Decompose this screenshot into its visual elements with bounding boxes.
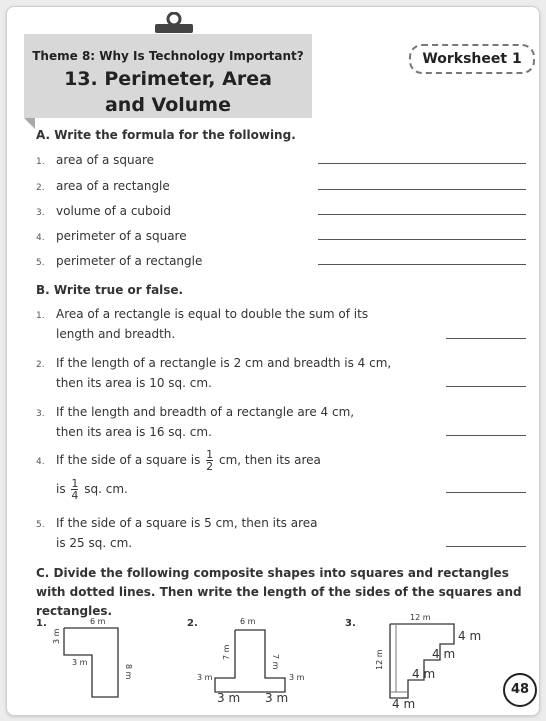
answer-line-b5[interactable]	[446, 546, 526, 547]
title-line-2: and Volume	[104, 94, 231, 116]
fig2-label-bottom-left: 3 m	[217, 691, 241, 704]
figure-1-l-shape	[50, 612, 140, 702]
answer-line-a5[interactable]	[318, 264, 526, 265]
figure-2-t-shape	[195, 612, 315, 704]
a-item-3: 3. volume of a cuboid	[36, 204, 171, 218]
answer-line-a3[interactable]	[318, 214, 526, 215]
fraction-one-half: $\frac{1}{2}$	[206, 448, 214, 473]
answer-line-a1[interactable]	[318, 163, 526, 164]
fig3-label-step1: 4 m	[458, 629, 482, 643]
answer-line-b4[interactable]	[446, 492, 526, 493]
answer-line-a4[interactable]	[318, 239, 526, 240]
a-item-1: 1. area of a square	[36, 153, 155, 167]
section-c-heading: C. Divide the following composite shapes into squares and rectangles with dotted lines. Then write the length of the sides of the squares and rectangles.	[36, 566, 522, 618]
fig2-label-bottom-right: 3 m	[265, 691, 289, 704]
b-item-2-line2: then its area is 10 sq. cm.	[56, 376, 212, 390]
page-number: 48	[503, 673, 537, 707]
fig3-label-top: 12 m	[410, 613, 431, 622]
b-item-1: 1. Area of a rectangle is equal to double the sum of its	[36, 307, 369, 321]
fig2-label-left: 7 m	[222, 644, 231, 660]
fraction-one-quarter: $\frac{1}{4}$	[71, 477, 79, 502]
answer-line-a2[interactable]	[318, 189, 526, 190]
b-item-5: 5. If the side of a square is 5 cm, then its area	[36, 516, 318, 530]
figure-3-number: 3.	[345, 618, 356, 629]
a-item-2: 2. area of a rectangle	[36, 179, 170, 193]
figure-3-staircase-shape	[368, 608, 498, 708]
b-item-3-line2: then its area is 16 sq. cm.	[56, 425, 212, 439]
a-item-4: 4. perimeter of a square	[36, 229, 187, 243]
fig1-label-inner: 3 m	[72, 658, 88, 667]
answer-line-b1[interactable]	[446, 338, 526, 339]
fig2-label-top: 6 m	[240, 617, 256, 626]
figure-2-number: 2.	[187, 618, 198, 629]
answer-line-b3[interactable]	[446, 435, 526, 436]
a-item-5: 5. perimeter of a rectangle	[36, 254, 203, 268]
b-item-4-line2: is $\frac{1}{4}$ sq. cm.	[56, 477, 128, 502]
worksheet-badge: Worksheet 1	[409, 44, 535, 74]
page-title	[24, 66, 312, 118]
fig3-label-bottom: 4 m	[392, 697, 416, 708]
title-line-1: 13. Perimeter, Area	[64, 68, 272, 90]
fig1-label-right: 8 m	[124, 664, 133, 680]
figure-1-number: 1.	[36, 618, 47, 629]
fig2-label-right: 7 m	[271, 654, 280, 670]
b-item-3: 3. If the length and breadth of a rectangle are 4 cm,	[36, 405, 355, 419]
b-item-2: 2. If the length of a rectangle is 2 cm and breadth is 4 cm,	[36, 356, 392, 370]
fig3-label-step3: 4 m	[412, 667, 436, 681]
fig3-label-left: 12 m	[375, 649, 384, 670]
fig1-label-top: 6 m	[90, 617, 106, 626]
fig1-label-left: 3 m	[52, 628, 61, 644]
fig2-label-left-step: 3 m	[197, 673, 213, 682]
fig3-label-step2: 4 m	[432, 647, 456, 661]
b-item-4: 4. If the side of a square is $\frac{1}{2}$ cm, then its area	[36, 448, 321, 473]
b-item-5-line2: is 25 sq. cm.	[56, 536, 133, 550]
clipboard-clip-icon	[149, 12, 199, 34]
theme-label: Theme 8: Why Is Technology Important?	[32, 49, 304, 63]
b-item-1-line2: length and breadth.	[56, 327, 176, 341]
section-a-heading: A. Write the formula for the following.	[36, 128, 296, 142]
answer-line-b2[interactable]	[446, 386, 526, 387]
section-b-heading: B. Write true or false.	[36, 283, 184, 297]
fig2-label-right-step: 3 m	[289, 673, 305, 682]
